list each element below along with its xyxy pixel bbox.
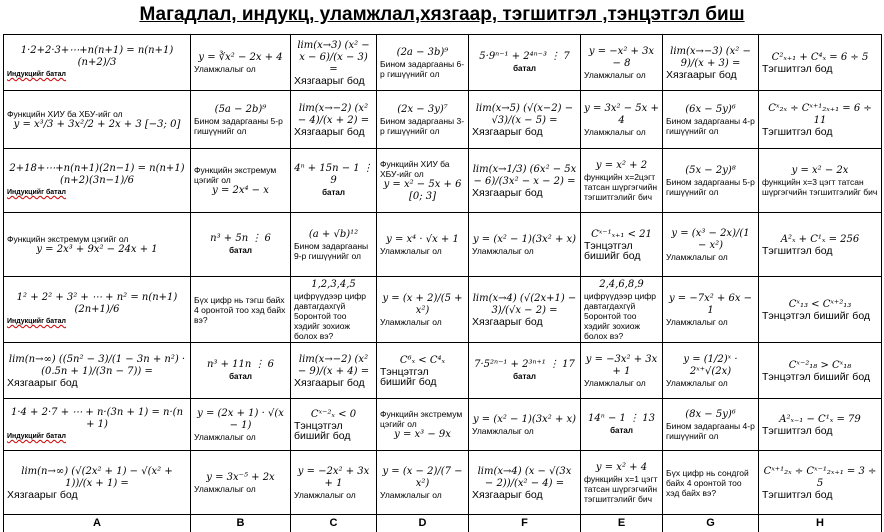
math-expression: y = (x² − 1)(3x² + x) [472,233,577,245]
problem-instruction: Хязгаарыг бод [294,125,365,138]
math-expression: y = (x³ − 2x)/(1 − x²) [671,227,750,251]
problem-instruction: батал [610,426,633,435]
problem-instruction: Функцийн экстремум цэгийг ол [7,233,129,244]
math-expression: 1·4 + 2·7 + ⋯ + n·(3n + 1) = n·(n + 1) [10,407,184,430]
problem-cell [581,91,663,149]
table-row [4,451,882,515]
table-row [4,35,882,91]
math-expression: y = x³ − 9x [394,428,451,440]
problem-instruction: Уламжлалыг ол [472,425,534,436]
problem-instruction: Хязгаарыг бод [7,376,78,389]
problem-cell [377,399,469,451]
table-row [4,149,882,213]
problem-cell [377,451,469,515]
math-expression: 2+18+⋯+n(n+1)(2n−1) = n(n+1)(n+2)(3n−1)/6 [9,163,185,186]
column-label: G [663,514,759,532]
math-expression: y = x³/3 + 3x²/2 + 2x + 3 [−3; 0] [13,118,181,130]
math-expression: lim(x→4) (x − √(3x − 2))/(x² − 4) = [477,465,572,489]
problem-cell [581,213,663,277]
math-expression: lim(x→−2) (x² − 4)/(x + 2) = [297,102,370,126]
problem-instruction: Уламжлалыг ол [472,245,534,256]
table-row [4,343,882,399]
problem-cell [191,343,291,399]
math-expression: (2a − 3b)⁹ [396,46,449,58]
math-expression: y = −2x² + 3x + 1 [297,465,370,489]
math-expression: 2,4,6,8,9 [599,278,644,290]
problem-cell [191,149,291,213]
problem-instruction: Хязгаарыг бод [472,125,543,138]
problem-instruction: Уламжлалыг ол [194,483,256,494]
problem-instruction: Хязгаарыг бод [294,74,365,87]
problem-cell [291,35,377,91]
problem-instruction: батал [322,188,345,197]
problem-instruction: Тэгшитгэл бод [762,62,833,75]
problem-cell [4,277,191,343]
problem-instruction: Бином задаргааны 5-р гишүүнийг ол [194,115,283,136]
problem-cell [4,399,191,451]
problem-instruction: Хязгаарыг бод [666,68,737,81]
problem-cell [759,343,882,399]
math-expression: 5·9ⁿ⁻¹ + 2⁴ⁿ⁻³ ⋮ 7 [479,51,570,62]
column-label: C [291,514,377,532]
math-expression: y = x² − 5x + 6 [0; 3] [383,178,462,202]
math-expression: y = x² + 4 [595,461,648,473]
problem-cell [191,277,291,343]
math-expression: y = (1/2)ˣ · 2ˣ⁺√(2x) [683,353,738,377]
problem-cell [759,91,882,149]
problem-cell [191,213,291,277]
column-label: H [759,514,882,532]
math-expression: y = (x − 2)/(7 − x²) [382,465,463,489]
problem-cell [759,399,882,451]
problem-cell [291,343,377,399]
math-expression: lim(x→−3) (x² − 9)/(x + 3) = [670,45,751,69]
problem-cell [759,213,882,277]
problem-cell [377,277,469,343]
problem-instruction: Бином задаргааны 4-р гишүүнийг ол [666,420,755,441]
math-expression: Cˣ⁻²ₓ < 0 [310,408,357,420]
math-expression: y = (x² − 1)(3x² + x) [472,413,577,425]
column-label: D [377,514,469,532]
problem-cell [581,149,663,213]
problem-instruction: Тэнцэтгэл бишийг бод [380,365,437,388]
problem-instruction: функцийн x=2цэгт татсан шүргэгчийн тэгшитгэлийг бич [584,171,658,202]
math-expression: A²ₓ₋₁ − C¹ₓ = 79 [779,413,861,425]
problem-cell [191,35,291,91]
problem-cell [377,343,469,399]
math-expression: Cˣ₂ₓ ÷ Cˣ⁺¹₂ₓ₊₁ = 6 ÷ 11 [768,102,872,126]
math-expression: 7·5²ⁿ⁻¹ + 2³ⁿ⁺¹ ⋮ 17 [474,359,575,370]
math-expression: y = −x² + 3x − 8 [588,45,655,69]
problem-instruction: Тэнцэтгэл бишийг бод [584,239,641,262]
math-expression: (8x − 5y)⁶ [685,408,736,420]
problem-instruction: Бином задаргааны 5-р гишүүнийг ол [666,176,755,197]
problem-cell [663,343,759,399]
math-expression: 1·2+2·3+⋯+n(n+1) = n(n+1)(n+2)/3 [20,45,174,68]
problem-instruction: Уламжлалыг ол [380,245,442,256]
problem-instruction: Уламжлалыг ол [584,126,646,137]
problem-cell [759,277,882,343]
problem-instruction: Уламжлалыг ол [194,431,256,442]
problem-cell [663,35,759,91]
problem-instruction: Тэгшитгэл бод [762,424,833,437]
math-expression: y = 3x⁻⁵ + 2x [206,471,275,483]
problem-instruction: Хязгаарыг бод [7,488,78,501]
problem-instruction: батал [513,372,536,381]
problem-cell [291,277,377,343]
problem-cell [4,343,191,399]
problem-instruction: Тэнцэтгэл бишийг бод [762,309,871,322]
problem-instruction: Индукцийг батал [7,189,66,196]
problem-cell [469,451,581,515]
problem-cell [469,277,581,343]
problem-cell [377,213,469,277]
problem-instruction: Уламжлалыг ол [380,489,442,500]
problem-cell [291,399,377,451]
problem-cell [663,91,759,149]
problem-cell [469,343,581,399]
problem-cell [469,149,581,213]
math-expression: (2x − 3y)⁷ [397,103,448,115]
problem-cell [4,149,191,213]
problem-instruction: Уламжлалыг ол [294,489,356,500]
table-row [4,213,882,277]
problem-instruction: батал [229,372,252,381]
problem-cell [377,35,469,91]
math-expression: y = x² + 2 [595,159,648,171]
problem-cell [663,399,759,451]
problem-instruction: Тэгшитгэл бод [762,488,833,501]
problem-instruction: функцийн x=1 цэгт татсан шүргэгчийн тэгшитгэлийг бич [584,473,658,504]
problem-cell [291,451,377,515]
math-expression: y = −3x² + 3x + 1 [585,353,658,377]
problem-cell [4,213,191,277]
problem-instruction: Уламжлалыг ол [584,69,646,80]
page-title: Магадлал, индукц, уламжлал,хязгаар, тэгшитгэл ,тэнцэтгэл биш [139,4,745,25]
math-expression: y = x² − 2x [791,164,849,176]
table-row [4,277,882,343]
problem-instruction: батал [513,64,536,73]
problem-cell [4,91,191,149]
problem-instruction: Функцийн ХИУ ба ХБУ-ийг ол [7,108,123,119]
column-label: B [191,514,291,532]
problem-cell [291,149,377,213]
problem-cell [4,35,191,91]
problem-instruction: Бүх цифр нь тэгш байх 4 оронтой тоо хэд байх вэ? [194,294,286,325]
math-expression: y = ∛x² − 2x + 4 [198,51,283,63]
math-expression: 14ⁿ − 1 ⋮ 13 [588,413,655,424]
problem-cell [191,399,291,451]
problem-instruction: Тэгшитгэл бод [762,125,833,138]
problem-instruction: Хязгаарыг бод [472,186,543,199]
math-expression: 4ⁿ + 15n − 1 ⋮ 9 [294,163,373,186]
problem-instruction: Уламжлалыг ол [584,377,646,388]
column-label: E [581,514,663,532]
problem-instruction: Функцийн экстремум цэгийг ол [380,408,463,429]
math-expression: lim(x→4) (√(2x+1) − 3)/(√x − 2) = [472,292,577,316]
problem-cell [469,399,581,451]
math-expression: Cˣ⁺¹₂ₓ ÷ Cˣ⁻¹₂ₓ₊₁ = 3 ÷ 5 [763,465,877,489]
problem-instruction: Индукцийг батал [7,318,66,325]
math-expression: y = (x + 2)/(5 + x²) [382,292,463,316]
problem-cell [663,451,759,515]
column-label: A [4,514,191,532]
problem-cell [759,149,882,213]
problem-instruction: Бином задаргааны 6-р гишүүнийг ол [380,58,465,79]
problem-cell [191,91,291,149]
math-expression: (5a − 2b)⁹ [214,103,267,115]
math-expression: lim(x→5) (√(x−2) − √3)/(x − 5) = [475,102,574,126]
math-expression: (5x − 2y)⁸ [685,164,736,176]
problem-instruction: Функцийн экстремум цэгийг ол [194,164,277,185]
math-expression: lim(x→−2) (x² − 9)/(x + 4) = [297,353,370,377]
math-expression: y = −7x² + 6x − 1 [668,292,753,316]
problem-grid [3,34,882,515]
problem-cell [581,343,663,399]
problem-cell [469,91,581,149]
math-expression: (6x − 5y)⁶ [685,103,736,115]
problem-cell [4,451,191,515]
math-expression: 1² + 2² + 3² + ⋯ + n² = n(n+1)(2n+1)/6 [16,292,178,315]
math-expression: C²ₓ₊₁ + C⁴ₓ = 6 ÷ 5 [771,51,869,63]
math-expression: Cˣ₁₃ < Cˣ⁺²₁₃ [788,298,852,310]
math-expression: n³ + 11n ⋮ 6 [206,359,275,370]
problem-instruction: функцийн x=3 цэгт татсан шүргэгчийн тэгшитгэлийг бич [762,176,878,197]
problem-instruction: Уламжлалыг ол [380,316,442,327]
math-expression: lim(n→∞) ((5n² − 3)/(1 − 3n + n²) · (0.5n + 1)/(3n − 7)) = [8,353,186,377]
problem-instruction: Тэнцэтгэл бишийг бод [762,370,871,383]
problem-instruction: Индукцийг батал [7,433,66,440]
problem-instruction: Тэгшитгэл бод [762,244,833,257]
problem-cell [581,277,663,343]
math-expression: y = 3x² − 5x + 4 [584,102,659,126]
problem-cell [191,451,291,515]
problem-instruction: Хязгаарыг бод [294,376,365,389]
problem-instruction: Уламжлалыг ол [194,63,256,74]
problem-cell [581,399,663,451]
problem-cell [377,149,469,213]
math-expression: 1,2,3,4,5 [311,278,356,290]
math-expression: Cˣ⁻¹ₓ₊₁ < 21 [591,228,652,240]
problem-instruction: Тэнцэтгэл бишийг бод [294,419,351,442]
problem-instruction: Хязгаарыг бод [472,488,543,501]
problem-instruction: Функцийн ХИУ ба ХБУ-ийг ол [380,158,450,179]
math-expression: A²ₓ + C¹ₓ = 256 [780,233,860,245]
problem-instruction: Бүх цифр нь сондгой байх 4 оронтой тоо хэд байх вэ? [666,467,749,498]
table-row [4,399,882,451]
problem-instruction: Уламжлалыг ол [666,316,728,327]
problem-cell [663,149,759,213]
problem-cell [759,35,882,91]
problem-cell [291,213,377,277]
problem-instruction: цифрүүдээр цифр давтагдахгүй 5оронтой тоо хэдийг зохиож болох вэ? [294,290,366,341]
math-expression: y = 2x⁴ − x [212,184,269,196]
math-expression: y = x⁴ · √x + 1 [386,233,459,245]
problem-cell [663,277,759,343]
problem-cell [291,91,377,149]
problem-cell [469,35,581,91]
problem-instruction: батал [229,246,252,255]
math-expression: C⁶ₓ < C⁴ₓ [399,354,446,366]
problem-instruction: Бином задаргааны 4-р гишүүнийг ол [666,115,755,136]
math-expression: lim(x→1/3) (6x² − 5x − 6)/(3x² − x − 2) = [472,163,577,187]
column-label: F [469,514,581,532]
problem-instruction: Индукцийг батал [7,71,66,78]
problem-instruction: цифрүүдээр цифр давтагдахгүй 5оронтой тоо хэдийг зохиож болох вэ? [584,290,656,341]
column-label-row [4,514,882,532]
math-expression: y = 2x³ + 9x² − 24x + 1 [36,243,158,255]
problem-cell [581,451,663,515]
grid-body [4,35,882,515]
problem-cell [663,213,759,277]
math-expression: lim(n→∞) (√(2x² + 1) − √(x² + 1))/(x + 1) = [21,465,173,489]
problem-cell [759,451,882,515]
problem-instruction: Бином задаргааны 9-р гишүүнийг ол [294,240,369,261]
problem-instruction: Уламжлалыг ол [666,251,728,262]
column-labels [3,514,882,532]
table-row [4,91,882,149]
math-expression: y = (2x + 1) · √(x − 1) [197,407,284,431]
problem-cell [469,213,581,277]
problem-instruction: Бином задаргааны 3-р гишүүнийг ол [380,115,465,136]
math-expression: Cˣ⁻²₁₈ > Cˣ₁₈ [788,359,852,371]
problem-cell [581,35,663,91]
problem-cell [377,91,469,149]
problem-instruction: Хязгаарыг бод [472,315,543,328]
math-expression: (a + √b)¹² [308,228,359,240]
math-expression: n³ + 5n ⋮ 6 [210,233,271,244]
math-expression: lim(x→3) (x² − x − 6)/(x − 3) = [297,39,370,75]
problem-instruction: Уламжлалыг ол [666,377,728,388]
